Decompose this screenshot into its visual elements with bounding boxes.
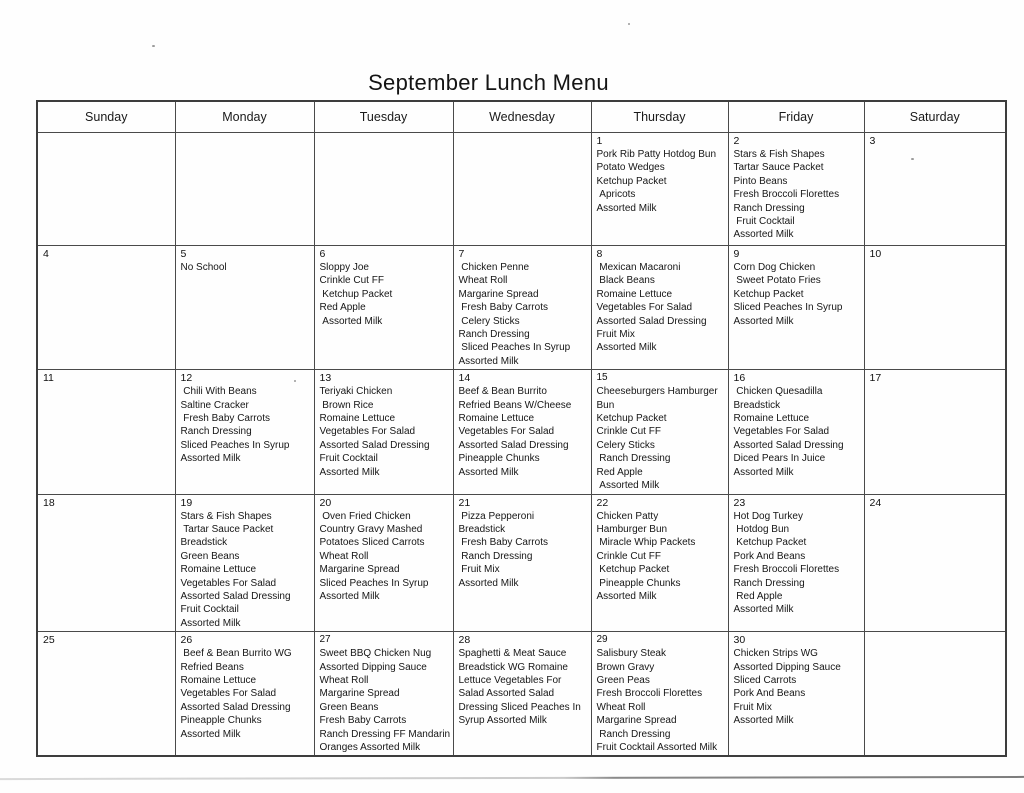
menu-item: Beef & Bean Burrito WG [180, 648, 292, 660]
calendar-cell-sep-15 [591, 370, 728, 494]
menu-item: Fruit Cocktail [180, 604, 239, 616]
menu-item: Celery Sticks [458, 315, 520, 327]
menu-item: Pork Rib Patty Hotdog Bun [596, 149, 717, 160]
date-number: 26 [180, 634, 193, 647]
date-number: 25 [43, 634, 55, 647]
day-header-thursday: Thursday [591, 101, 728, 133]
menu-item: Syrup Assorted Milk [458, 715, 547, 727]
menu-item: Spaghetti & Meat Sauce [458, 648, 567, 660]
menu-item: Sliced Peaches In Syrup [458, 342, 571, 354]
menu-item: Assorted Salad Dressing [180, 701, 291, 713]
calendar-cell-sep-1 [591, 133, 728, 246]
menu-item: Ranch Dressing FF Mandarin [319, 728, 451, 740]
menu-item: Margarine Spread [596, 715, 677, 727]
week-row-5 [37, 632, 1006, 757]
menu-item: Ranch Dressing [596, 453, 671, 465]
menu-item: Vegetables For Salad [596, 302, 693, 314]
calendar-cell-sep-16 [728, 370, 864, 494]
calendar-cell-sep-25 [37, 632, 175, 757]
menu-item: Sliced Peaches In Syrup [180, 439, 290, 451]
menu-item: Assorted Milk [596, 480, 660, 492]
menu-item: Ketchup Packet [319, 288, 393, 300]
menu-item: Ranch Dressing [458, 329, 530, 341]
calendar-cell-sep-12 [175, 370, 314, 494]
date-number: 30 [733, 634, 746, 647]
menu-item: Sliced Peaches In Syrup [733, 302, 843, 314]
menu-item: Assorted Salad Dressing [733, 439, 844, 451]
menu-item: Salisbury Steak [596, 648, 666, 660]
menu-item: Lettuce Vegetables For [458, 674, 562, 686]
date-number: 22 [596, 496, 609, 509]
calendar-cell-sep-14 [453, 370, 591, 494]
menu-item: Tartar Sauce Packet [733, 162, 824, 174]
menu-item: Green Beans [180, 550, 240, 562]
menu-item: Pineapple Chunks [458, 453, 540, 465]
week-row-3 [37, 370, 1006, 494]
date-number: 3 [869, 135, 876, 147]
date-number: 21 [458, 496, 471, 509]
menu-item: Assorted Salad Dressing [458, 439, 569, 451]
calendar-cell-sep-19 [175, 494, 314, 632]
menu-item: Romaine Lettuce [319, 413, 396, 425]
menu-item: Mexican Macaroni [596, 262, 681, 273]
menu-item: Pork And Beans [733, 550, 806, 562]
day-header-tuesday: Tuesday [314, 101, 453, 133]
menu-item: Pineapple Chunks [596, 577, 681, 589]
date-number: 17 [869, 372, 882, 385]
menu-item: Red Apple [733, 590, 783, 602]
menu-item: Assorted Milk [596, 202, 657, 214]
menu-item: Brown Rice [319, 399, 374, 411]
menu-item: Ketchup Packet [733, 537, 807, 549]
date-number: 27 [319, 634, 331, 646]
menu-item: Assorted Dipping Sauce [319, 661, 427, 673]
menu-item: Sloppy Joe [319, 262, 369, 273]
menu-item: Pizza Pepperoni [458, 510, 535, 522]
menu-item: Assorted Salad Dressing [180, 590, 291, 602]
menu-item: Vegetables For Salad [319, 426, 416, 438]
menu-item: Sliced Carrots [733, 674, 797, 686]
menu-item: Ranch Dressing [596, 728, 671, 740]
calendar-cell-sep-7 [453, 246, 591, 370]
menu-item: Saltine Cracker [180, 399, 249, 411]
menu-item: Salad Assorted Salad [458, 688, 555, 700]
scan-noise-speck [152, 45, 155, 47]
date-number: 11 [43, 372, 54, 385]
menu-item: Ketchup Packet [596, 175, 667, 187]
menu-item: Ketchup Packet [733, 288, 804, 300]
menu-item: Assorted Milk [733, 466, 794, 478]
menu-item: Ranch Dressing [458, 550, 533, 562]
calendar-cell-sep-6 [314, 246, 453, 370]
menu-item: Ranch Dressing [180, 426, 252, 438]
menu-item: Chicken Quesadilla [733, 386, 823, 398]
date-number: 18 [43, 496, 55, 509]
date-number: 8 [596, 248, 603, 260]
calendar-cell-sep-28 [453, 632, 591, 757]
scan-noise-speck [628, 23, 630, 25]
date-number: 6 [319, 248, 326, 260]
calendar-cell-empty [453, 133, 591, 246]
menu-item: Margarine Spread [319, 688, 400, 700]
date-number: 28 [458, 634, 471, 647]
menu-item: Breadstick [733, 399, 781, 411]
menu-item: Crinkle Cut FF [319, 275, 384, 287]
menu-item: Wheat Roll [319, 674, 369, 686]
calendar-cell-empty [37, 133, 175, 246]
menu-item: Pineapple Chunks [180, 715, 262, 727]
menu-item: Assorted Milk [458, 355, 519, 367]
menu-item: Stars & Fish Shapes [180, 510, 272, 522]
menu-item: Vegetables For Salad [180, 577, 277, 589]
menu-item: Pork And Beans [733, 688, 806, 700]
day-header-friday: Friday [728, 101, 864, 133]
menu-item: No School [180, 262, 227, 273]
week-row-1 [37, 133, 1006, 246]
date-number: 24 [869, 496, 882, 509]
menu-item: Brown Gravy [596, 661, 655, 673]
calendar-cell-sep-9 [728, 246, 864, 370]
date-number: 9 [733, 248, 740, 260]
menu-item: Chicken Patty [596, 510, 659, 522]
calendar-cell-sep-5 [175, 246, 314, 370]
date-number: 20 [319, 496, 332, 509]
menu-item: Assorted Milk [319, 590, 380, 602]
menu-item: Fresh Baby Carrots [319, 715, 407, 727]
scan-noise-speck [294, 380, 296, 382]
menu-item: Celery Sticks [596, 439, 655, 451]
scan-noise-speck [911, 158, 914, 160]
menu-item: Apricots [596, 189, 636, 201]
menu-item: Cheeseburgers Hamburger [596, 386, 718, 398]
menu-item: Refried Beans [180, 661, 244, 673]
calendar-cell-sep-8 [591, 246, 728, 370]
menu-item: Potato Wedges [596, 162, 665, 174]
calendar-cell-sep-22 [591, 494, 728, 632]
calendar-cell-sep-24 [864, 494, 1006, 632]
page-title: September Lunch Menu [368, 69, 609, 95]
calendar-cell-sep-13 [314, 370, 453, 494]
calendar-cell-sep-27 [314, 632, 453, 757]
day-header-row [37, 101, 1006, 133]
menu-item: Assorted Milk [596, 590, 657, 602]
calendar-cell-sep-4 [37, 246, 175, 370]
menu-item: Beef & Bean Burrito [458, 386, 547, 398]
menu-item: Dressing Sliced Peaches In [458, 701, 581, 713]
day-header-wednesday: Wednesday [453, 101, 591, 133]
scan-artifact-line [0, 776, 1024, 780]
calendar-cell-sep-30 [728, 632, 864, 757]
calendar-cell-sep-2 [728, 133, 864, 246]
menu-item: Sliced Peaches In Syrup [319, 577, 429, 589]
menu-item: Refried Beans W/Cheese [458, 399, 572, 411]
menu-item: Assorted Dipping Sauce [733, 661, 841, 673]
menu-item: Breadstick WG Romaine [458, 661, 568, 673]
date-number: 2 [733, 135, 740, 147]
menu-item: Assorted Milk [319, 315, 383, 327]
menu-item: Ranch Dressing [733, 202, 805, 214]
menu-item: Ranch Dressing [733, 577, 805, 589]
menu-item: Assorted Salad Dressing [596, 315, 707, 327]
date-number: 4 [43, 248, 49, 260]
menu-item: Black Beans [596, 275, 655, 287]
calendar-cell-sep-18 [37, 494, 175, 632]
date-number: 29 [596, 634, 608, 646]
menu-item: Assorted Salad Dressing [319, 439, 430, 451]
menu-item: Bun [596, 399, 615, 411]
menu-item: Hot Dog Turkey [733, 510, 803, 522]
menu-item: Chicken Strips WG [733, 648, 818, 660]
date-number: 23 [733, 496, 746, 509]
menu-item: Vegetables For Salad [733, 426, 830, 438]
date-number: 7 [458, 248, 465, 260]
menu-item: Fruit Cocktail [733, 216, 795, 228]
menu-item: Stars & Fish Shapes [733, 149, 825, 160]
date-number: 13 [319, 372, 332, 385]
menu-item: Oranges Assorted Milk [319, 742, 421, 753]
menu-item: Ketchup Packet [596, 564, 670, 576]
menu-item: Wheat Roll [596, 701, 646, 713]
calendar-cell-sep-3 [864, 133, 1006, 246]
date-number: 10 [869, 248, 882, 260]
calendar-cell-sep-11 [37, 370, 175, 494]
menu-item: Assorted Milk [733, 229, 794, 241]
menu-item: Pinto Beans [733, 175, 788, 187]
calendar-cell-sep-17 [864, 370, 1006, 494]
menu-item: Fresh Baby Carrots [458, 302, 548, 314]
menu-item: Assorted Milk [319, 466, 380, 478]
menu-item: Vegetables For Salad [458, 426, 555, 438]
menu-item: Vegetables For Salad [180, 688, 277, 700]
calendar-cell-empty [175, 133, 314, 246]
menu-item: Crinkle Cut FF [596, 426, 661, 438]
menu-item: Fruit Mix [596, 329, 635, 341]
menu-item: Romaine Lettuce [733, 413, 810, 425]
menu-item: Ketchup Packet [596, 413, 667, 425]
calendar-cell-sep-29 [591, 632, 728, 757]
menu-item: Chicken Penne [458, 262, 530, 273]
calendar-body [37, 133, 1006, 757]
menu-item: Potatoes Sliced Carrots [319, 537, 425, 549]
week-row-4 [37, 494, 1006, 632]
menu-item: Diced Pears In Juice [733, 453, 826, 465]
menu-item: Romaine Lettuce [596, 288, 673, 300]
date-number: 12 [180, 372, 193, 385]
day-header-sunday: Sunday [37, 101, 175, 133]
date-number: 5 [180, 248, 187, 260]
calendar-cell-sep-23 [728, 494, 864, 632]
menu-item: Miracle Whip Packets [596, 537, 696, 549]
menu-item: Green Beans [319, 701, 379, 713]
calendar-cell-sep-21 [453, 494, 591, 632]
menu-item: Assorted Milk [180, 728, 241, 740]
menu-item: Romaine Lettuce [180, 674, 257, 686]
menu-item: Crinkle Cut FF [596, 550, 661, 562]
day-header-monday: Monday [175, 101, 314, 133]
menu-item: Breadstick [180, 537, 228, 549]
menu-item: Wheat Roll [458, 275, 508, 287]
menu-item: Margarine Spread [458, 288, 539, 300]
menu-item: Fresh Baby Carrots [458, 537, 548, 549]
menu-item: Romaine Lettuce [180, 564, 257, 576]
menu-item: Fruit Cocktail [319, 453, 378, 465]
menu-item: Country Gravy Mashed [319, 523, 423, 535]
calendar-cell-sep-20 [314, 494, 453, 632]
menu-item: Teriyaki Chicken [319, 386, 393, 398]
menu-item: Assorted Milk [733, 315, 794, 327]
menu-item: Hotdog Bun [733, 523, 790, 535]
menu-item: Assorted Milk [458, 466, 519, 478]
calendar-cell-empty [314, 133, 453, 246]
menu-item: Breadstick [458, 523, 506, 535]
menu-item: Assorted Milk [458, 577, 519, 589]
menu-item: Assorted Milk [180, 453, 241, 465]
menu-item: Corn Dog Chicken [733, 262, 816, 273]
menu-item: Fruit Cocktail Assorted Milk [596, 742, 718, 753]
menu-item: Sweet BBQ Chicken Nug [319, 648, 432, 660]
menu-item: Hamburger Bun [596, 523, 668, 535]
menu-item: Wheat Roll [319, 550, 369, 562]
week-row-2 [37, 246, 1006, 370]
menu-item: Romaine Lettuce [458, 413, 535, 425]
menu-item: Fresh Broccoli Florettes [596, 688, 703, 700]
date-number: 14 [458, 372, 471, 385]
menu-item: Oven Fried Chicken [319, 510, 411, 522]
menu-item: Sweet Potato Fries [733, 275, 821, 287]
menu-item: Assorted Milk [180, 617, 241, 629]
menu-item: Fruit Mix [458, 564, 500, 576]
menu-item: Tartar Sauce Packet [180, 523, 274, 535]
date-number: 16 [733, 372, 746, 385]
menu-item: Assorted Milk [733, 715, 794, 727]
date-number: 1 [596, 135, 603, 147]
menu-item: Fresh Broccoli Florettes [733, 189, 840, 201]
menu-item: Assorted Milk [733, 604, 794, 616]
menu-item: Green Peas [596, 674, 650, 686]
menu-item: Red Apple [596, 466, 643, 478]
calendar-cell-empty [864, 632, 1006, 757]
menu-item: Chili With Beans [180, 386, 257, 398]
menu-item: Fresh Broccoli Florettes [733, 564, 840, 576]
menu-item: Fresh Baby Carrots [180, 413, 270, 425]
menu-item: Assorted Milk [596, 342, 657, 354]
menu-item: Margarine Spread [319, 564, 400, 576]
date-number: 19 [180, 496, 193, 509]
calendar-cell-sep-10 [864, 246, 1006, 370]
menu-item: Red Apple [319, 302, 366, 314]
day-header-saturday: Saturday [864, 101, 1006, 133]
menu-item: Fruit Mix [733, 701, 772, 713]
calendar-cell-sep-26 [175, 632, 314, 757]
date-number: 15 [596, 372, 608, 384]
lunch-calendar-table [36, 100, 1007, 757]
